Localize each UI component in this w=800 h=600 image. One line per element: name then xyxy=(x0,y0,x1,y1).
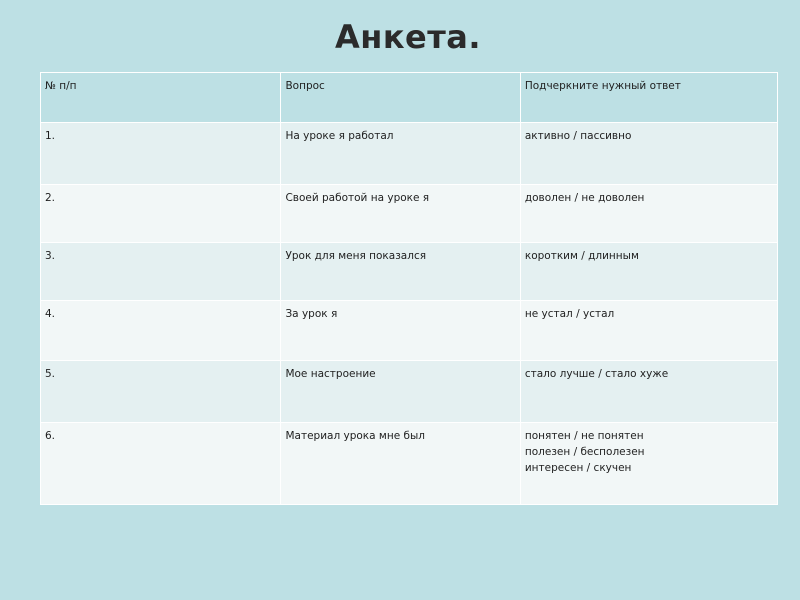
table-row xyxy=(41,243,778,301)
row-number: 1. xyxy=(41,123,281,185)
table-row xyxy=(41,361,778,423)
header-question: Вопрос xyxy=(281,73,520,123)
row-number: 2. xyxy=(41,185,281,243)
table-row xyxy=(41,423,778,505)
row-number: 3. xyxy=(41,243,281,301)
header-number: № п/п xyxy=(41,73,281,123)
row-answer xyxy=(520,423,777,505)
survey-table xyxy=(40,72,778,505)
answer-option[interactable]: стало лучше / стало хуже xyxy=(524,368,669,380)
row-question: Своей работой на уроке я xyxy=(281,185,520,243)
answer-option[interactable]: полезен / бесполезен xyxy=(524,446,645,458)
table-row xyxy=(41,301,778,361)
row-answer xyxy=(520,123,777,185)
row-answer xyxy=(520,361,777,423)
row-question: Урок для меня показался xyxy=(281,243,520,301)
table-row xyxy=(41,185,778,243)
answer-option[interactable]: коротким / длинным xyxy=(524,250,639,262)
row-question: Материал урока мне был xyxy=(281,423,520,505)
table-header-row xyxy=(41,73,778,123)
page-title: Анкета. xyxy=(334,18,482,56)
answer-option[interactable]: понятен / не понятен xyxy=(524,430,644,442)
row-number: 6. xyxy=(41,423,281,505)
answer-option[interactable]: интересен / скучен xyxy=(524,462,632,474)
row-number: 5. xyxy=(41,361,281,423)
answer-option[interactable]: не устал / устал xyxy=(524,308,615,320)
row-answer xyxy=(520,185,777,243)
row-number: 4. xyxy=(41,301,281,361)
row-question: Мое настроение xyxy=(281,361,520,423)
row-answer xyxy=(520,243,777,301)
table-row xyxy=(41,123,778,185)
header-answer: Подчеркните нужный ответ xyxy=(520,73,777,123)
row-question: На уроке я работал xyxy=(281,123,520,185)
answer-option[interactable]: доволен / не доволен xyxy=(524,192,645,204)
answer-option[interactable]: активно / пассивно xyxy=(524,130,632,142)
row-question: За урок я xyxy=(281,301,520,361)
row-answer xyxy=(520,301,777,361)
